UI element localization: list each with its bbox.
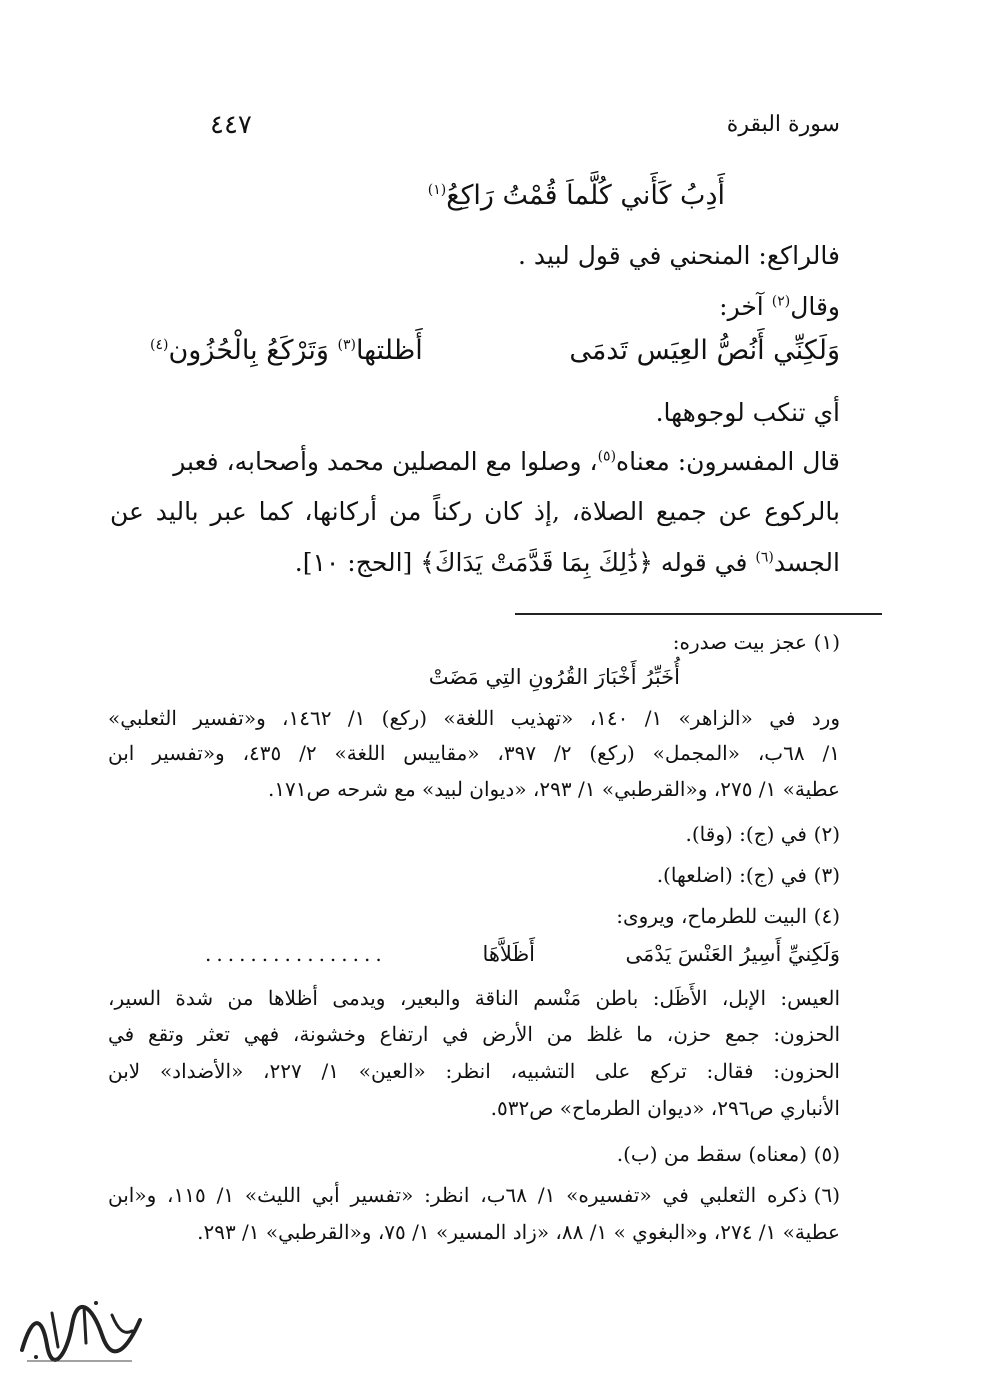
footnote-2-text: في (ج): (وقا). [685,822,807,846]
footnote-separator [515,613,882,615]
footnote-4-verse-first: وَلَكِنيِّ أَسِيرُ العَنْسَ يَدْمَى [625,942,840,966]
paragraph-line-2: بالركوع عن جميع الصلاة، ,إذ كان ركناً من أركانها، كما عبر باليد عن [110,497,840,526]
publisher-logo [12,1295,152,1365]
footnote-5-number: (٥) [813,1142,840,1166]
footnote-3-text: في (ج): (اضلعها). [656,863,807,887]
footnote-4-number: (٤) [813,904,840,928]
verse-2-second-hemistich-a: أَظلتها [355,335,423,366]
verse-1-text: أَدِبُ كَأَني كُلَّماَ قُمْتُ رَاكِعُ [446,180,725,211]
footnote-4-line-1: العيس: الإبل، الأَظَل: باطن مَنْسم الناقة والبعير، ويدمى أظلاها من شدة السير، [108,986,840,1010]
footnote-4-intro: البيت للطرماح، ويروى: [616,904,807,928]
footnote-3-number: (٣) [813,863,840,887]
page-number: ٤٤٧ [210,110,252,140]
footnote-ref-5[interactable]: (٥) [597,448,617,465]
poem-verse-2-right [569,335,840,366]
paragraph-line-3 [295,548,840,577]
para1-text-b: ، وصلوا مع المصلين محمد وأصحابه، فعبر [173,447,598,476]
footnote-1-intro: عجز بيت صدره: [672,630,807,654]
footnote-6-number: (٦) [813,1183,840,1207]
paragraph-line-1 [173,447,840,476]
poem-verse-2-left [150,335,423,366]
footnote-ref-2[interactable]: (٢) [771,293,791,310]
footnote-1-number: (١) [813,630,840,654]
surah-title: سورة البقرة [726,112,840,137]
footnote-ref-3[interactable]: (٣) [337,337,356,353]
footnote-4-line-2: الحزون: جمع حزن، ما غلظ من الأرض في ارتفاع وخشونة، فهي تعثر وتقع في [108,1022,840,1046]
text-line-tankub: أي تنكب لوجوهها. [655,398,840,427]
verse-2-first-hemistich: وَلَكِنِّي أَنُصُّ العِيَس تَدمَى [569,335,840,366]
footnote-ref-4[interactable]: (٤) [150,337,169,353]
footnote-1-line-1: ورد في «الزاهر» ١/ ١٤٠، «تهذيب اللغة» (ركع) ١/ ١٤٦٢، و«تفسير الثعلبي» [108,706,840,730]
footnote-ref-6[interactable]: (٦) [755,549,774,566]
footnote-2-number: (٢) [813,822,840,846]
footnote-1-line-2: ١/ ٦٨ب، «المجمل» (ركع) ٢/ ٣٩٧، «مقاييس اللغة» ٢/ ٤٣٥، و«تفسير ابن [108,741,840,765]
para3-text-a: الجسد [773,548,840,577]
footnote-6-line-2: عطية» ١/ ٢٧٤، و«البغوي » ١/ ٨٨، «زاد المسير» ١/ ٧٥، و«القرطبي» ١/ ٢٩٣. [197,1220,840,1244]
footnote-1-line-3: عطية» ١/ ٢٧٥، و«القرطبي» ١/ ٢٩٣، «ديوان لبيد» مع شرحه ص١٧١. [267,777,840,801]
qal-text: وقال [790,292,840,321]
footnote-6-line-1: ذكره الثعلبي في «تفسيره» ١/ ٦٨ب، انظر: «تفسير أبي الليث» ١/ ١١٥، و«ابن [108,1183,807,1207]
text-line-rakia: فالراكع: المنحني في قول لبيد . [518,241,840,270]
text-line-qal [719,292,840,321]
logo-calligraphy-icon [12,1295,152,1365]
akhar-text: آخر: [719,292,772,321]
poem-verse-1 [428,180,725,211]
para1-text-a: قال المفسرون: معناه [616,447,840,476]
footnote-1-verse: أُخَبِّرُ أَخْبَارَ القُرُونِ التِي مَضَتْ [428,665,680,689]
footnote-5-text: (معناه) سقط من (ب). [616,1142,807,1166]
para3-text-b: في قوله ﴿ذَٰلِكَ بِمَا قَدَّمَتْ يَدَاكَ﴾ [الحج: ١٠]. [294,548,756,577]
footnote-4-line-3: الحزون: فقال: تركع على التشبيه، انظر: «العين» ١/ ٢٢٧، «الأضداد» لابن [108,1059,840,1083]
footnote-4-verse-second: أَظَلاَّهَا [482,942,535,966]
verse-2-second-hemistich-b: وَتَرْكَعُ بِالْحُزُون [168,335,338,366]
footnote-4-line-4: الأنباري ص٢٩٦، «ديوان الطرماح» ص٥٣٢. [490,1096,840,1120]
footnote-4-ellipsis: ................ [205,942,387,966]
footnote-ref-1[interactable]: (١) [427,182,447,198]
